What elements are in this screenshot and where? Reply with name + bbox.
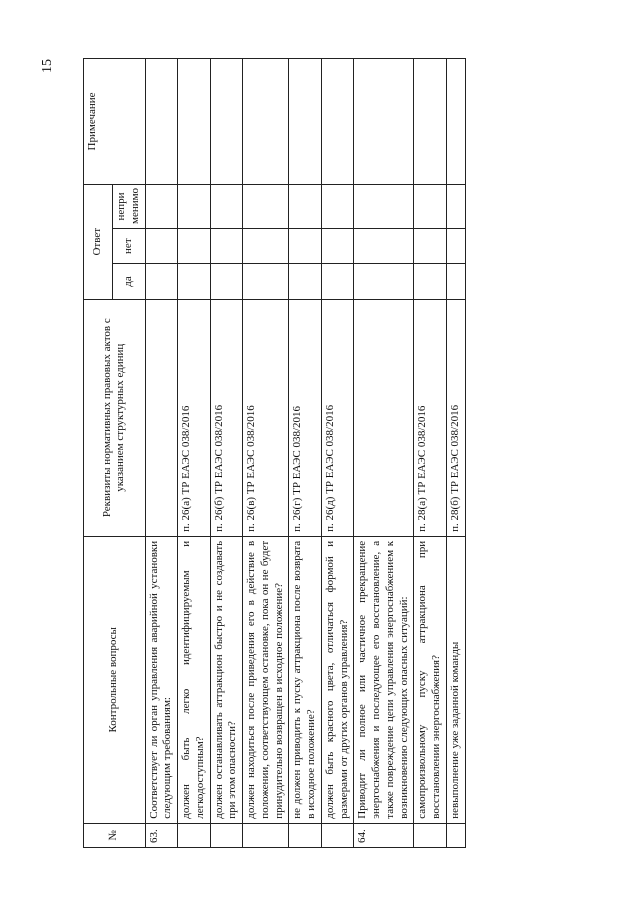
header-num: №	[84, 823, 146, 847]
row-question: должен останавливать аттракцион быстро и не создавать при этом опасности?	[210, 536, 243, 823]
row-requisite: п. 26(в) ТР ЕАЭС 038/2016	[243, 299, 289, 536]
answer-yes-cell[interactable]	[446, 264, 465, 299]
answer-yes-cell[interactable]	[321, 264, 354, 299]
row-requisite: п. 26(д) ТР ЕАЭС 038/2016	[321, 299, 354, 536]
row-requisite: п. 26(б) ТР ЕАЭС 038/2016	[210, 299, 243, 536]
answer-yes-cell[interactable]	[354, 264, 414, 299]
answer-no-cell[interactable]	[414, 229, 447, 264]
answer-yes-cell[interactable]	[243, 264, 289, 299]
row-requisite	[354, 299, 414, 536]
table-row	[210, 59, 243, 848]
note-cell[interactable]	[210, 59, 243, 185]
answer-yes-cell[interactable]	[210, 264, 243, 299]
row-question: не должен приводить к пуску аттракциона после возврата в исходное положение?	[289, 536, 322, 823]
answer-na-cell[interactable]	[289, 184, 322, 228]
row-num	[243, 823, 289, 847]
answer-yes-cell[interactable]	[145, 264, 178, 299]
header-answer: Ответ	[84, 184, 113, 299]
note-cell[interactable]	[414, 59, 447, 185]
row-num	[289, 823, 322, 847]
note-cell[interactable]	[178, 59, 211, 185]
answer-yes-cell[interactable]	[289, 264, 322, 299]
note-cell[interactable]	[354, 59, 414, 185]
table-row	[354, 59, 414, 848]
row-num: 63.	[145, 823, 178, 847]
table-row	[321, 59, 354, 848]
answer-no-cell[interactable]	[243, 229, 289, 264]
answer-yes-cell[interactable]	[178, 264, 211, 299]
page-number: 15	[40, 59, 55, 73]
note-cell[interactable]	[243, 59, 289, 185]
checklist-page	[83, 58, 603, 848]
row-question: должен находиться после приведения его в действие в положении, соответствующем остановке, пока он не будет принудительно возвращен в исходное положение?	[243, 536, 289, 823]
row-question: Приводит ли полное или частичное прекращение энергоснабжения и последующее его восстановление, а также повреждение цепи управления энергоснабжением к возникновению следующих опасных ситуаций:	[354, 536, 414, 823]
answer-yes-cell[interactable]	[414, 264, 447, 299]
answer-na-cell[interactable]	[321, 184, 354, 228]
answer-no-cell[interactable]	[446, 229, 465, 264]
row-question: невыполнение уже заданной команды	[446, 536, 465, 823]
table-body	[145, 59, 465, 848]
answer-na-cell[interactable]	[210, 184, 243, 228]
table-row	[243, 59, 289, 848]
answer-no-cell[interactable]	[178, 229, 211, 264]
row-num	[210, 823, 243, 847]
row-question: должен быть красного цвета, отличаться формой и размерами от других органов управления?	[321, 536, 354, 823]
note-cell[interactable]	[446, 59, 465, 185]
header-questions: Контрольные вопросы	[84, 536, 146, 823]
row-question: самопроизвольному пуску аттракциона при восстановлении энергоснабжения?	[414, 536, 447, 823]
answer-no-cell[interactable]	[210, 229, 243, 264]
answer-na-cell[interactable]	[446, 184, 465, 228]
answer-na-cell[interactable]	[178, 184, 211, 228]
note-cell[interactable]	[289, 59, 322, 185]
table-row	[145, 59, 178, 848]
note-cell[interactable]	[145, 59, 178, 185]
row-requisite: п. 26(г) ТР ЕАЭС 038/2016	[289, 299, 322, 536]
answer-na-cell[interactable]	[354, 184, 414, 228]
answer-na-cell[interactable]	[414, 184, 447, 228]
row-question: должен быть легко идентифицируемым и легкодоступным?	[178, 536, 211, 823]
table-row	[289, 59, 322, 848]
header-requisites: Реквизиты нормативных правовых актов с указанием структурных единиц	[84, 299, 146, 536]
header-na: непри менимо	[113, 184, 146, 228]
header-yes: да	[113, 264, 146, 299]
answer-na-cell[interactable]	[145, 184, 178, 228]
header-no: нет	[113, 229, 146, 264]
row-requisite	[145, 299, 178, 536]
note-cell[interactable]	[321, 59, 354, 185]
row-requisite: п. 28(б) ТР ЕАЭС 038/2016	[446, 299, 465, 536]
row-question: Соответствует ли орган управления аварийной установки следующим требованиям:	[145, 536, 178, 823]
answer-no-cell[interactable]	[145, 229, 178, 264]
table-row	[446, 59, 465, 848]
table-row	[414, 59, 447, 848]
checklist-table	[83, 58, 466, 848]
row-requisite: п. 28(а) ТР ЕАЭС 038/2016	[414, 299, 447, 536]
header-note: Примечание	[84, 59, 146, 185]
row-num: 64.	[354, 823, 414, 847]
answer-no-cell[interactable]	[289, 229, 322, 264]
row-num	[321, 823, 354, 847]
answer-no-cell[interactable]	[321, 229, 354, 264]
row-num	[178, 823, 211, 847]
answer-na-cell[interactable]	[243, 184, 289, 228]
table-row	[178, 59, 211, 848]
row-num	[414, 823, 447, 847]
row-requisite: п. 26(а) ТР ЕАЭС 038/2016	[178, 299, 211, 536]
answer-no-cell[interactable]	[354, 229, 414, 264]
row-num	[446, 823, 465, 847]
